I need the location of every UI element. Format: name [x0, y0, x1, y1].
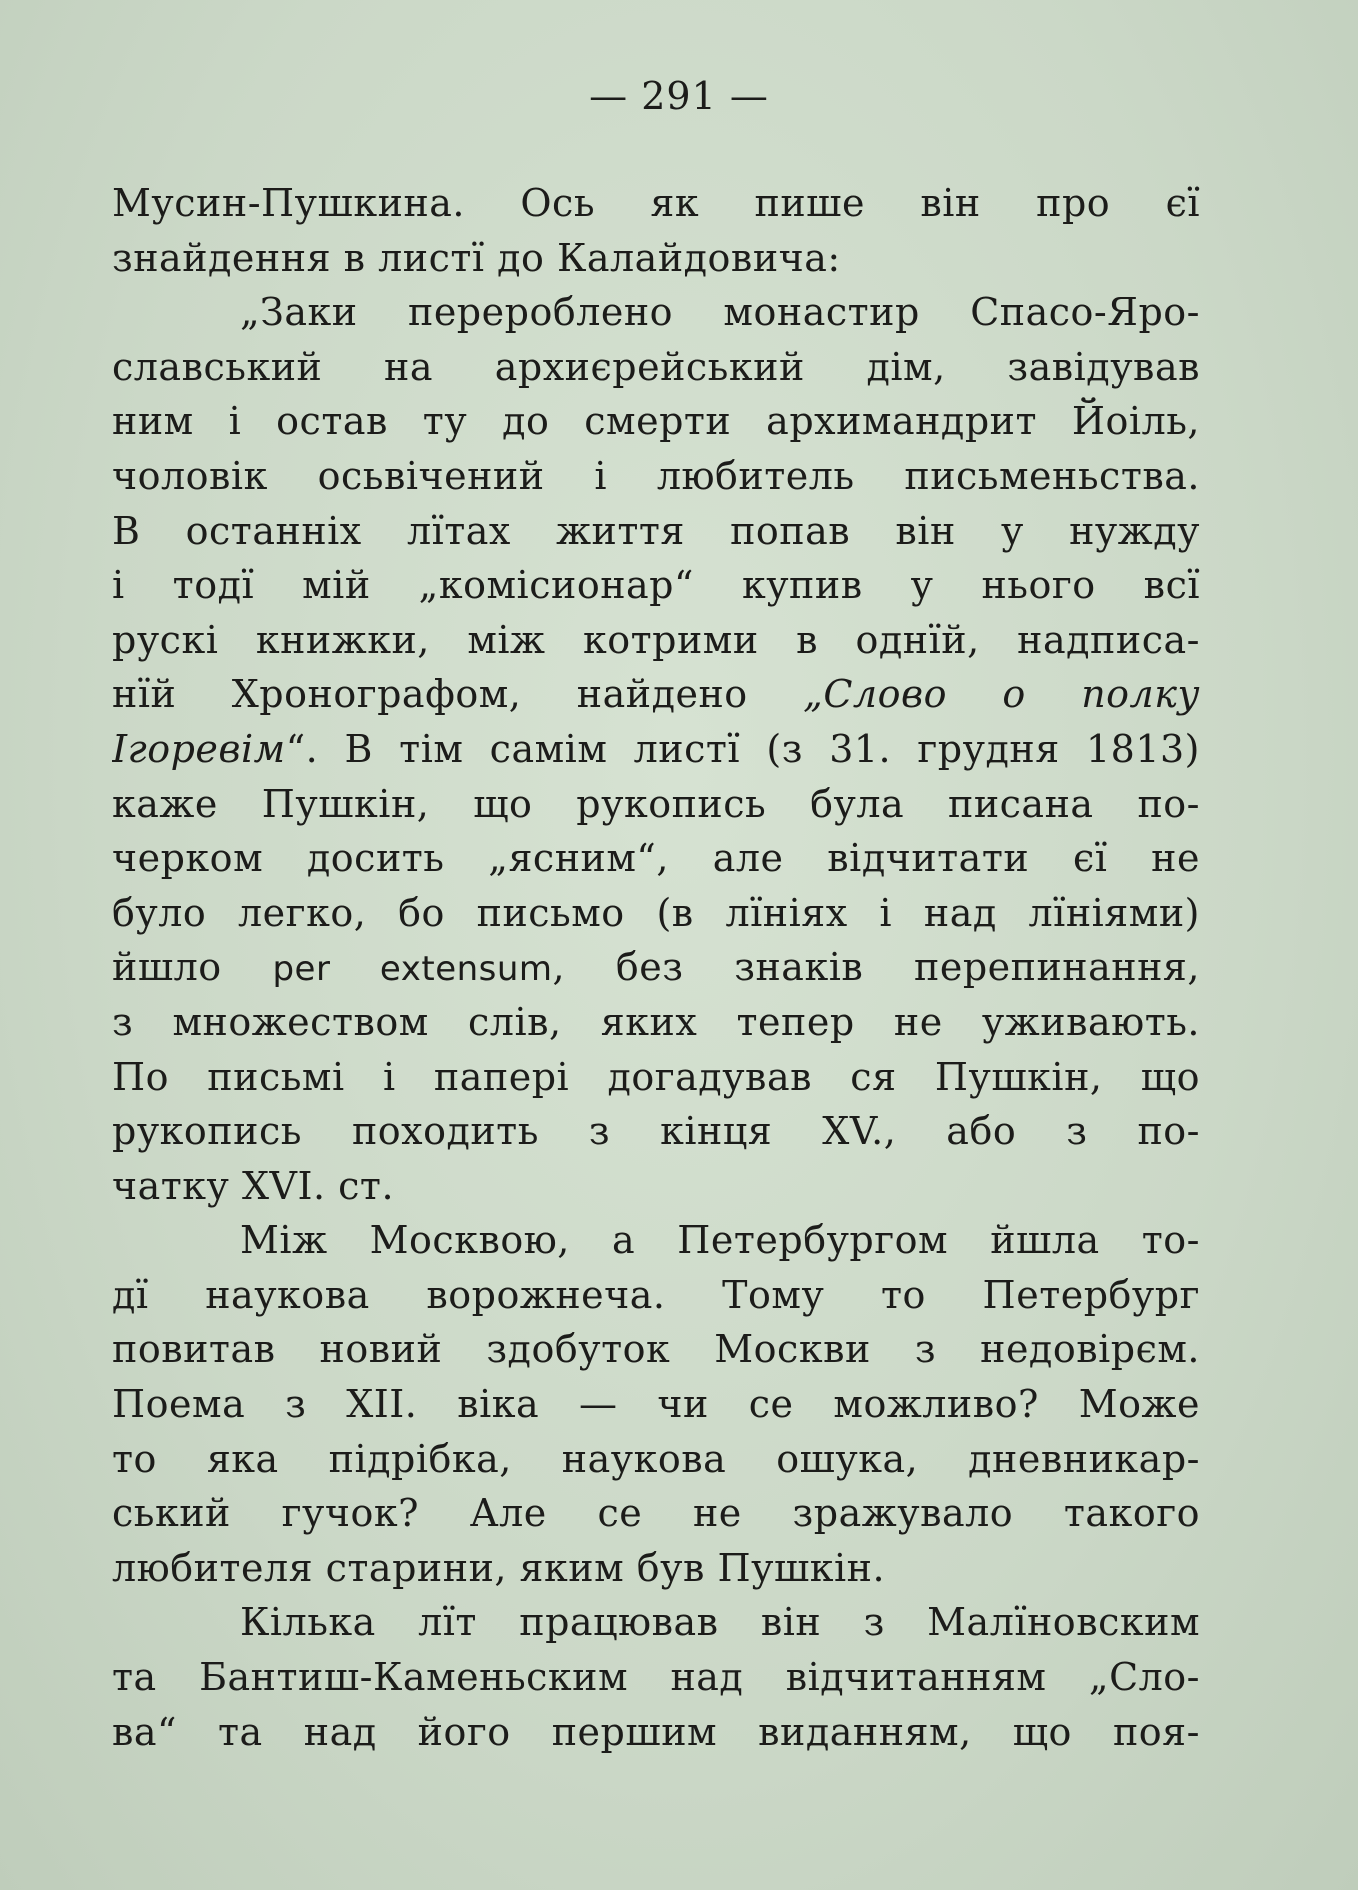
text-line: було легко, бо письмо (в лїніях і над лїніями): [112, 890, 1200, 935]
text-line: то яка підрібка, наукова ошука, дневникар-: [112, 1436, 1200, 1481]
text-line: ним і остав ту до смерти архимандрит Йоіль,: [112, 399, 1200, 444]
text-line: По письмі і папері догадував ся Пушкін, що: [112, 1054, 1200, 1099]
text-line: славський на архиєрейський дім, завідував: [112, 344, 1200, 389]
text-line: „Заки перероблено монастир Спасо-Яро-: [240, 290, 1200, 335]
text-line: і тодї мій „комісионар“ купив у нього всї: [112, 563, 1200, 608]
text-line: чоловік осьвічений і любитель письменьства.: [112, 453, 1200, 498]
text-segment: “. В тім самім листї (з 31. грудня 1813): [285, 726, 1200, 771]
text-line: В останніх лїтах життя попав він у нужду: [112, 508, 1200, 553]
text-line: [112, 722, 1200, 777]
text-line: [112, 667, 1200, 722]
text-line: ський гучок? Але се не зражувало такого: [112, 1491, 1200, 1536]
page-number: — 291 —: [589, 74, 769, 118]
body-text: [112, 176, 1200, 1759]
latin-phrase: per extensum: [272, 949, 553, 990]
text-line: рукопись походить з кінця XV., або з по-: [112, 1109, 1200, 1154]
text-line: черком досить „ясним“, але відчитати єї не: [112, 836, 1200, 881]
text-line: Між Москвою, а Петербургом йшла то-: [240, 1218, 1200, 1263]
text-line: Мусин-Пушкина. Ось як пише він про єї: [112, 181, 1200, 225]
text-line: Поема з XII. віка — чи се можливо? Може: [112, 1382, 1200, 1427]
text-line: повитав новий здобуток Москви з недовірєм.: [112, 1327, 1200, 1372]
text-line: каже Пушкін, що рукопись була писана по-: [112, 781, 1200, 826]
italic-title: Слово о полку: [823, 672, 1200, 717]
text-line: та Бантиш-Каменьским над відчитанням „Сло-: [112, 1655, 1200, 1700]
quote-open: „: [803, 672, 824, 717]
text-segment: нїй Хронографом, найдено: [112, 672, 748, 717]
text-segment: йшло: [112, 945, 222, 990]
italic-title: Ігоревім: [112, 726, 286, 771]
text-line: [112, 940, 1200, 995]
text-line: з множеством слів, яких тепер не уживають.: [112, 999, 1200, 1044]
text-line: ва“ та над його першим виданням, що поя-: [112, 1709, 1200, 1754]
text-line: чатку XVI. ст.: [112, 1163, 395, 1208]
text-line: рускі книжки, між котрими в однїй, надписа-: [112, 617, 1200, 662]
text-line: Кілька лїт працював він з Малїновским: [240, 1600, 1200, 1645]
text-line: знайдення в листї до Калайдовича:: [112, 235, 841, 280]
text-segment: , без знаків перепинання,: [552, 945, 1200, 990]
text-line: дї наукова ворожнеча. Тому то Петербург: [112, 1272, 1200, 1317]
text-line: любителя старини, яким був Пушкін.: [112, 1545, 886, 1590]
